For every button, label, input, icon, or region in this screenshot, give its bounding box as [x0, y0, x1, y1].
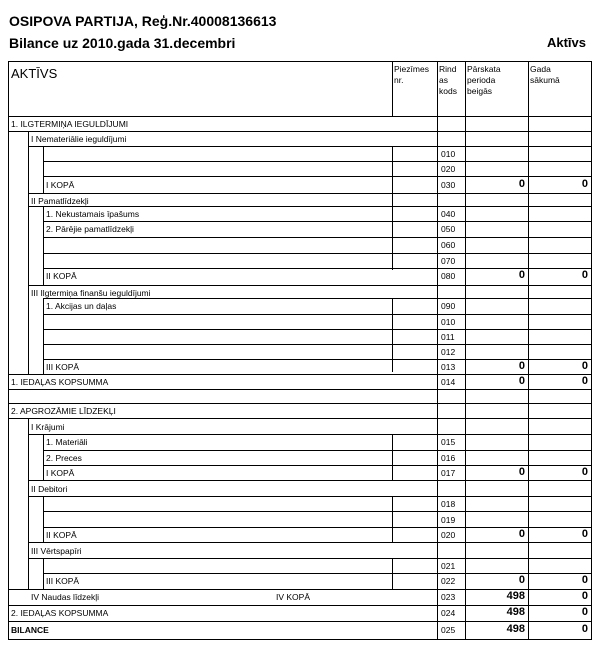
subtotal-label: I KOPĀ [46, 468, 75, 478]
row-code: 090 [441, 301, 456, 311]
section-1-total-label: 1. IEDAĻAS KOPSUMMA [11, 377, 109, 387]
value-current: 0 [518, 178, 525, 190]
item-label: 1. Materiāli [46, 437, 88, 447]
item-label: 1. Nekustamais īpašums [46, 209, 140, 219]
subtotal-label: III KOPĀ [46, 576, 80, 586]
row-code: 018 [441, 499, 456, 509]
column-header-gada: Gada sākumā [530, 64, 560, 85]
row-code: 016 [441, 453, 456, 463]
row-code: 070 [441, 256, 456, 266]
value-start: 0 [581, 178, 588, 190]
row-code: 020 [441, 164, 456, 174]
document-title: OSIPOVA PARTIJA, Reģ.Nr.40008136613 [9, 13, 277, 29]
subtotal-label: II KOPĀ [46, 271, 77, 281]
row-code: 022 [441, 576, 456, 586]
row-code: 024 [441, 608, 456, 618]
row-code: 012 [441, 347, 456, 357]
group-finansu: III Ilgtermiņa finanšu ieguldījumi [31, 288, 151, 298]
value-start: 0 [581, 528, 588, 540]
row-code: 030 [441, 180, 456, 190]
item-label: 1. Akcijas un daļas [46, 301, 117, 311]
value-current: 498 [506, 606, 525, 618]
document-subtitle: Bilance uz 2010.gada 31.decembri [9, 35, 236, 51]
column-header-rindas-kods: Rind as kods [439, 64, 457, 96]
row-code: 010 [441, 317, 456, 327]
row-code: 017 [441, 468, 456, 478]
value-start: 0 [581, 623, 588, 635]
value-current: 0 [518, 375, 525, 387]
row-code: 050 [441, 224, 456, 234]
value-current: 0 [518, 528, 525, 540]
group-vertspapiri: III Vērtspapīri [31, 546, 82, 556]
value-start: 0 [581, 466, 588, 478]
value-start: 0 [581, 269, 588, 281]
value-start: 0 [581, 360, 588, 372]
page-label: Aktīvs [546, 35, 586, 50]
section-2-heading: 2. APGROZĀMIE LĪDZEKĻI [11, 406, 116, 416]
group-pamatlidzekli: II Pamatlīdzekļi [31, 196, 89, 206]
row-code: 020 [441, 530, 456, 540]
value-current: 498 [506, 590, 525, 602]
group-krajumi: I Krājumi [31, 422, 65, 432]
value-start: 0 [581, 590, 588, 602]
row-code: 014 [441, 377, 456, 387]
row-code: 015 [441, 437, 456, 447]
value-current: 0 [518, 466, 525, 478]
column-header-aktivs: AKTĪVS [11, 66, 58, 81]
item-label: 2. Preces [46, 453, 82, 463]
value-start: 0 [581, 375, 588, 387]
row-code: 023 [441, 592, 456, 602]
value-current: 0 [518, 360, 525, 372]
subtotal-label: IV KOPĀ [276, 592, 311, 602]
row-code: 021 [441, 561, 456, 571]
row-code: 013 [441, 362, 456, 372]
row-code: 011 [441, 332, 455, 342]
subtotal-label: II KOPĀ [46, 530, 77, 540]
section-2-total-label: 2. IEDAĻAS KOPSUMMA [11, 608, 109, 618]
section-1-heading: 1. ILGTERMIŅA IEGULDĪJUMI [11, 119, 129, 129]
column-header-piezimes: Piezīmes nr. [394, 64, 429, 85]
subtotal-label: I KOPĀ [46, 180, 75, 190]
group-nematerialie: I Nemateriālie ieguldījumi [31, 134, 127, 144]
row-code: 060 [441, 240, 456, 250]
value-start: 0 [581, 574, 588, 586]
column-header-parskata: Pārskata perioda beigās [467, 64, 501, 96]
group-naudas: IV Naudas līdzekļi [31, 592, 100, 602]
row-code: 025 [441, 625, 456, 635]
group-debitori: II Debitori [31, 484, 68, 494]
value-current: 0 [518, 574, 525, 586]
row-code: 040 [441, 209, 456, 219]
row-code: 080 [441, 271, 456, 281]
value-current: 498 [506, 623, 525, 635]
subtotal-label: III KOPĀ [46, 362, 80, 372]
bilance-label: BILANCE [11, 625, 49, 635]
row-code: 010 [441, 149, 456, 159]
value-current: 0 [518, 269, 525, 281]
row-code: 019 [441, 515, 456, 525]
item-label: 2. Pārējie pamatlīdzekļi [46, 224, 134, 234]
value-start: 0 [581, 606, 588, 618]
